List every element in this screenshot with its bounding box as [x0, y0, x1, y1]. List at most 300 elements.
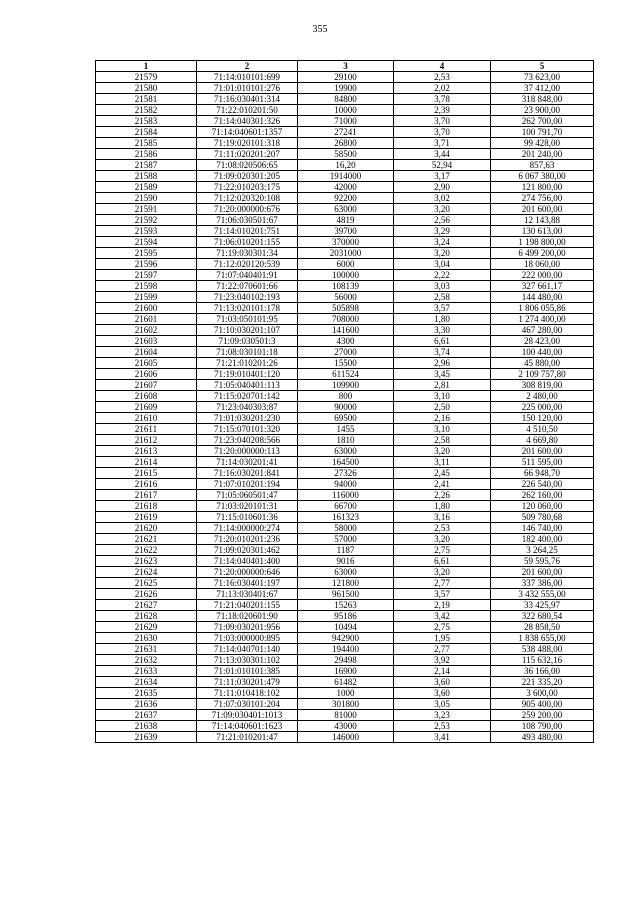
table-cell: 71:09:020301:462: [197, 545, 298, 556]
table-cell: 1,95: [394, 633, 491, 644]
table-cell: 71:21:010201:47: [197, 732, 298, 743]
table-cell: 21604: [96, 347, 197, 358]
table-row: [96, 160, 594, 171]
table-cell: 6,61: [394, 556, 491, 567]
table-cell: 201 600,00: [491, 446, 594, 457]
table-cell: 71:20:010201:236: [197, 534, 298, 545]
table-cell: 120 060,00: [491, 501, 594, 512]
table-row: [96, 116, 594, 127]
table-cell: 84800: [298, 94, 394, 105]
table-cell: 21606: [96, 369, 197, 380]
table-cell: 2,53: [394, 721, 491, 732]
table-cell: 3,70: [394, 116, 491, 127]
table-row: [96, 347, 594, 358]
table-cell: 2,14: [394, 666, 491, 677]
table-cell: 28 423,00: [491, 336, 594, 347]
table-cell: 45 880,00: [491, 358, 594, 369]
table-cell: 21633: [96, 666, 197, 677]
table-cell: 58500: [298, 149, 394, 160]
table-cell: 3,03: [394, 281, 491, 292]
table-row: [96, 72, 594, 83]
table-cell: 71:08:020506:65: [197, 160, 298, 171]
table-row: [96, 182, 594, 193]
table-cell: 21588: [96, 171, 197, 182]
table-cell: 327 661,17: [491, 281, 594, 292]
table-row: [96, 556, 594, 567]
table-cell: 2,90: [394, 182, 491, 193]
table-cell: 2,75: [394, 545, 491, 556]
table-cell: 318 848,00: [491, 94, 594, 105]
table-cell: 10000: [298, 105, 394, 116]
table-cell: 2,45: [394, 468, 491, 479]
table-cell: 1810: [298, 435, 394, 446]
table-cell: 92200: [298, 193, 394, 204]
table-cell: 29100: [298, 72, 394, 83]
table-cell: 43000: [298, 721, 394, 732]
table-row: [96, 688, 594, 699]
table-cell: 29498: [298, 655, 394, 666]
table-cell: 71:16:030401:314: [197, 94, 298, 105]
table-cell: 71:21:040201:155: [197, 600, 298, 611]
table-cell: 21639: [96, 732, 197, 743]
table-cell: 21595: [96, 248, 197, 259]
table-cell: 21586: [96, 149, 197, 160]
table-cell: 71:14:040401:400: [197, 556, 298, 567]
table-cell: 115 632,16: [491, 655, 594, 666]
table-cell: 2,41: [394, 479, 491, 490]
table-cell: 2 109 757,80: [491, 369, 594, 380]
table-cell: 3,20: [394, 248, 491, 259]
table-cell: 21624: [96, 567, 197, 578]
table-cell: 2,53: [394, 72, 491, 83]
table-cell: 71:12:020120:539: [197, 259, 298, 270]
table-row: [96, 490, 594, 501]
table-cell: 857,63: [491, 160, 594, 171]
table-row: [96, 424, 594, 435]
table-cell: 800: [298, 391, 394, 402]
table-cell: 58000: [298, 523, 394, 534]
table-row: [96, 666, 594, 677]
table-cell: 225 000,00: [491, 402, 594, 413]
table-cell: 21590: [96, 193, 197, 204]
table-row: [96, 523, 594, 534]
table-cell: 71:05:040401:113: [197, 380, 298, 391]
table-cell: 2,53: [394, 523, 491, 534]
table-row: [96, 468, 594, 479]
table-cell: 71:14:040701:140: [197, 644, 298, 655]
table-cell: 71:14:040601:1623: [197, 721, 298, 732]
table-cell: 194400: [298, 644, 394, 655]
table-cell: 71:21:010201:26: [197, 358, 298, 369]
table-row: [96, 259, 594, 270]
table-row: [96, 534, 594, 545]
table-cell: 505898: [298, 303, 394, 314]
table-row: [96, 655, 594, 666]
table-cell: 3,60: [394, 677, 491, 688]
table-cell: 3,10: [394, 391, 491, 402]
table-cell: 1000: [298, 688, 394, 699]
table-cell: 71:10:030201:107: [197, 325, 298, 336]
table-cell: 71:06:030501:67: [197, 215, 298, 226]
table-cell: 2,26: [394, 490, 491, 501]
table-cell: 308 819,00: [491, 380, 594, 391]
table-cell: 3,92: [394, 655, 491, 666]
table-cell: 3,60: [394, 688, 491, 699]
table-cell: 71:09:030501:3: [197, 336, 298, 347]
table-cell: 1 838 655,00: [491, 633, 594, 644]
table-cell: 99 428,00: [491, 138, 594, 149]
table-cell: 144 480,00: [491, 292, 594, 303]
table-cell: 201 600,00: [491, 204, 594, 215]
table-cell: 2,77: [394, 578, 491, 589]
table-cell: 9016: [298, 556, 394, 567]
table-cell: 146000: [298, 732, 394, 743]
table-cell: 21594: [96, 237, 197, 248]
table-cell: 2,81: [394, 380, 491, 391]
table-cell: 21630: [96, 633, 197, 644]
table-cell: 3,29: [394, 226, 491, 237]
table-cell: 21609: [96, 402, 197, 413]
table-row: [96, 600, 594, 611]
table-cell: 3,20: [394, 567, 491, 578]
table-cell: 21607: [96, 380, 197, 391]
table-cell: 509 780,68: [491, 512, 594, 523]
table-cell: 3,24: [394, 237, 491, 248]
table-cell: 71:13:020101:178: [197, 303, 298, 314]
table-cell: 2,75: [394, 622, 491, 633]
table-cell: 942900: [298, 633, 394, 644]
table-row: [96, 732, 594, 743]
table-cell: 2,96: [394, 358, 491, 369]
table-cell: 4 669,80: [491, 435, 594, 446]
table-cell: 2,58: [394, 435, 491, 446]
table-row: [96, 699, 594, 710]
table-row: [96, 215, 594, 226]
table-cell: 21589: [96, 182, 197, 193]
table-cell: 121 800,00: [491, 182, 594, 193]
table-cell: 27000: [298, 347, 394, 358]
table-row: [96, 710, 594, 721]
table-row: [96, 457, 594, 468]
table-cell: 71:12:020320:108: [197, 193, 298, 204]
table-cell: 42000: [298, 182, 394, 193]
table-cell: 71:13:030301:102: [197, 655, 298, 666]
table-cell: 3 432 555,00: [491, 589, 594, 600]
table-cell: 19900: [298, 83, 394, 94]
table-cell: 100 440,00: [491, 347, 594, 358]
table-cell: 33 425,97: [491, 600, 594, 611]
table-cell: 164500: [298, 457, 394, 468]
table-cell: 1914000: [298, 171, 394, 182]
table-cell: 3,45: [394, 369, 491, 380]
table-row: [96, 237, 594, 248]
table-cell: 221 335,20: [491, 677, 594, 688]
table-cell: 71:14:010201:751: [197, 226, 298, 237]
table-row: [96, 435, 594, 446]
table-cell: 56000: [298, 292, 394, 303]
table-cell: 71:11:020201:207: [197, 149, 298, 160]
table-cell: 21591: [96, 204, 197, 215]
table-row: [96, 94, 594, 105]
table-cell: 21636: [96, 699, 197, 710]
table-cell: 71:01:010101:385: [197, 666, 298, 677]
table-row: [96, 633, 594, 644]
table-cell: 52,94: [394, 160, 491, 171]
table-row: [96, 226, 594, 237]
table-row: [96, 512, 594, 523]
table-cell: 71:09:020301:205: [197, 171, 298, 182]
table-cell: 21584: [96, 127, 197, 138]
table-cell: 4 510,50: [491, 424, 594, 435]
header-row: [96, 61, 594, 72]
table-cell: 2,16: [394, 413, 491, 424]
table-cell: 2031000: [298, 248, 394, 259]
table-cell: 26800: [298, 138, 394, 149]
table-row: [96, 446, 594, 457]
table-cell: 71:06:010201:155: [197, 237, 298, 248]
table-cell: 21580: [96, 83, 197, 94]
table-row: [96, 644, 594, 655]
table-cell: 3,04: [394, 259, 491, 270]
table-row: [96, 611, 594, 622]
table-cell: 4300: [298, 336, 394, 347]
table-cell: 3,30: [394, 325, 491, 336]
table-cell: 36 166,00: [491, 666, 594, 677]
table-cell: 71:01:030201:230: [197, 413, 298, 424]
table-row: [96, 622, 594, 633]
table-cell: 71:22:010203:175: [197, 182, 298, 193]
table-cell: 23 900,00: [491, 105, 594, 116]
table-cell: 1 806 055,86: [491, 303, 594, 314]
table-cell: 2,02: [394, 83, 491, 94]
table-cell: 3,02: [394, 193, 491, 204]
table-cell: 3,17: [394, 171, 491, 182]
table-cell: 161323: [298, 512, 394, 523]
table-cell: 226 540,00: [491, 479, 594, 490]
table-cell: 71:15:020701:142: [197, 391, 298, 402]
table-cell: 21634: [96, 677, 197, 688]
table-cell: 12 143,88: [491, 215, 594, 226]
table-cell: 100000: [298, 270, 394, 281]
table-cell: 3,20: [394, 204, 491, 215]
table-cell: 57000: [298, 534, 394, 545]
table-cell: 1,80: [394, 501, 491, 512]
table-cell: 21605: [96, 358, 197, 369]
table-cell: 21600: [96, 303, 197, 314]
table-cell: 66700: [298, 501, 394, 512]
table-cell: 3,20: [394, 534, 491, 545]
table-cell: 21608: [96, 391, 197, 402]
table-cell: 21628: [96, 611, 197, 622]
table-cell: 109900: [298, 380, 394, 391]
table-cell: 71:14:000000:274: [197, 523, 298, 534]
table-cell: 21620: [96, 523, 197, 534]
table-cell: 708000: [298, 314, 394, 325]
table-cell: 3,42: [394, 611, 491, 622]
table-cell: 71:11:010418:102: [197, 688, 298, 699]
table-cell: 21603: [96, 336, 197, 347]
table-cell: 71:15:070101:320: [197, 424, 298, 435]
table-cell: 322 680,54: [491, 611, 594, 622]
table-cell: 3,16: [394, 512, 491, 523]
table-cell: 21581: [96, 94, 197, 105]
table-cell: 71:16:030401:197: [197, 578, 298, 589]
table-cell: 73 623,00: [491, 72, 594, 83]
table-cell: 905 400,00: [491, 699, 594, 710]
table-cell: 71:07:040401:91: [197, 270, 298, 281]
table-cell: 21629: [96, 622, 197, 633]
table-cell: 3 264,25: [491, 545, 594, 556]
table-cell: 71:03:050101:95: [197, 314, 298, 325]
table-cell: 21627: [96, 600, 197, 611]
table-row: [96, 193, 594, 204]
table-cell: 21583: [96, 116, 197, 127]
table-cell: 2 480,00: [491, 391, 594, 402]
table-cell: 71:18:020601:90: [197, 611, 298, 622]
table-cell: 1,80: [394, 314, 491, 325]
table-cell: 150 120,00: [491, 413, 594, 424]
table-row: [96, 391, 594, 402]
table-cell: 116000: [298, 490, 394, 501]
table-row: [96, 358, 594, 369]
table-cell: 1 274 400,00: [491, 314, 594, 325]
table-cell: 71:19:030301:34: [197, 248, 298, 259]
table-row: [96, 479, 594, 490]
column-header: 1: [96, 61, 197, 72]
table-cell: 3,57: [394, 589, 491, 600]
table-cell: 21579: [96, 72, 197, 83]
table-cell: 21619: [96, 512, 197, 523]
table-cell: 262 160,00: [491, 490, 594, 501]
table-cell: 90000: [298, 402, 394, 413]
table-cell: 21613: [96, 446, 197, 457]
table-cell: 71:23:040303:87: [197, 402, 298, 413]
table-cell: 3,74: [394, 347, 491, 358]
table-cell: 6,61: [394, 336, 491, 347]
table-cell: 182 400,00: [491, 534, 594, 545]
table-cell: 15500: [298, 358, 394, 369]
table-cell: 94000: [298, 479, 394, 490]
table-cell: 39700: [298, 226, 394, 237]
table-cell: 2,58: [394, 292, 491, 303]
table-cell: 71:23:040208:566: [197, 435, 298, 446]
table-cell: 21638: [96, 721, 197, 732]
table-cell: 27241: [298, 127, 394, 138]
table-cell: 61482: [298, 677, 394, 688]
table-row: [96, 105, 594, 116]
table-cell: 21637: [96, 710, 197, 721]
table-cell: 71:07:030101:204: [197, 699, 298, 710]
table-cell: 16,20: [298, 160, 394, 171]
table-cell: 21592: [96, 215, 197, 226]
table-cell: 301800: [298, 699, 394, 710]
table-cell: 2,22: [394, 270, 491, 281]
table-row: [96, 248, 594, 259]
table-cell: 108 790,00: [491, 721, 594, 732]
table-cell: 21610: [96, 413, 197, 424]
table-cell: 71:20:000000:676: [197, 204, 298, 215]
table-cell: 21602: [96, 325, 197, 336]
table-cell: 538 488,00: [491, 644, 594, 655]
table-cell: 71:09:030201:956: [197, 622, 298, 633]
table-cell: 21612: [96, 435, 197, 446]
table-cell: 21623: [96, 556, 197, 567]
table-cell: 63000: [298, 446, 394, 457]
table-cell: 3,41: [394, 732, 491, 743]
column-header: 2: [197, 61, 298, 72]
table-cell: 3,11: [394, 457, 491, 468]
table-cell: 3,05: [394, 699, 491, 710]
table-cell: 2,50: [394, 402, 491, 413]
table-cell: 3,71: [394, 138, 491, 149]
table-row: [96, 83, 594, 94]
table-cell: 21585: [96, 138, 197, 149]
table-cell: 1187: [298, 545, 394, 556]
table-cell: 21626: [96, 589, 197, 600]
table-cell: 108139: [298, 281, 394, 292]
table-body: [96, 72, 594, 743]
table-cell: 71:07:010201:194: [197, 479, 298, 490]
table-cell: 21635: [96, 688, 197, 699]
table-cell: 10494: [298, 622, 394, 633]
table-cell: 21615: [96, 468, 197, 479]
table-cell: 27326: [298, 468, 394, 479]
table-cell: 146 740,00: [491, 523, 594, 534]
table-cell: 28 858,50: [491, 622, 594, 633]
table-cell: 21618: [96, 501, 197, 512]
table-cell: 493 480,00: [491, 732, 594, 743]
table-cell: 18 060,00: [491, 259, 594, 270]
table-cell: 3,20: [394, 446, 491, 457]
table-row: [96, 281, 594, 292]
table-row: [96, 171, 594, 182]
table-cell: 201 600,00: [491, 567, 594, 578]
table-cell: 3,78: [394, 94, 491, 105]
table-cell: 2,56: [394, 215, 491, 226]
table-cell: 71:16:030201:841: [197, 468, 298, 479]
table-cell: 63000: [298, 204, 394, 215]
table-cell: 71:14:010101:699: [197, 72, 298, 83]
table-cell: 21593: [96, 226, 197, 237]
table-cell: 961500: [298, 589, 394, 600]
table-cell: 66 948,70: [491, 468, 594, 479]
table-row: [96, 149, 594, 160]
table-cell: 21614: [96, 457, 197, 468]
table-cell: 21616: [96, 479, 197, 490]
table-cell: 71:01:010101:276: [197, 83, 298, 94]
table-row: [96, 380, 594, 391]
table-cell: 130 613,00: [491, 226, 594, 237]
table-row: [96, 325, 594, 336]
table-cell: 21617: [96, 490, 197, 501]
column-header: 3: [298, 61, 394, 72]
table-cell: 71:23:040102:193: [197, 292, 298, 303]
table-cell: 337 386,00: [491, 578, 594, 589]
table-row: [96, 369, 594, 380]
table-cell: 21582: [96, 105, 197, 116]
table-row: [96, 336, 594, 347]
table-cell: 262 700,00: [491, 116, 594, 127]
table-cell: 21625: [96, 578, 197, 589]
table-cell: 467 280,00: [491, 325, 594, 336]
table-cell: 201 240,00: [491, 149, 594, 160]
table-cell: 71:08:030101:18: [197, 347, 298, 358]
table-cell: 121800: [298, 578, 394, 589]
table-cell: 71:20:000000:113: [197, 446, 298, 457]
table-row: [96, 589, 594, 600]
table-cell: 511 595,00: [491, 457, 594, 468]
table-cell: 3,44: [394, 149, 491, 160]
